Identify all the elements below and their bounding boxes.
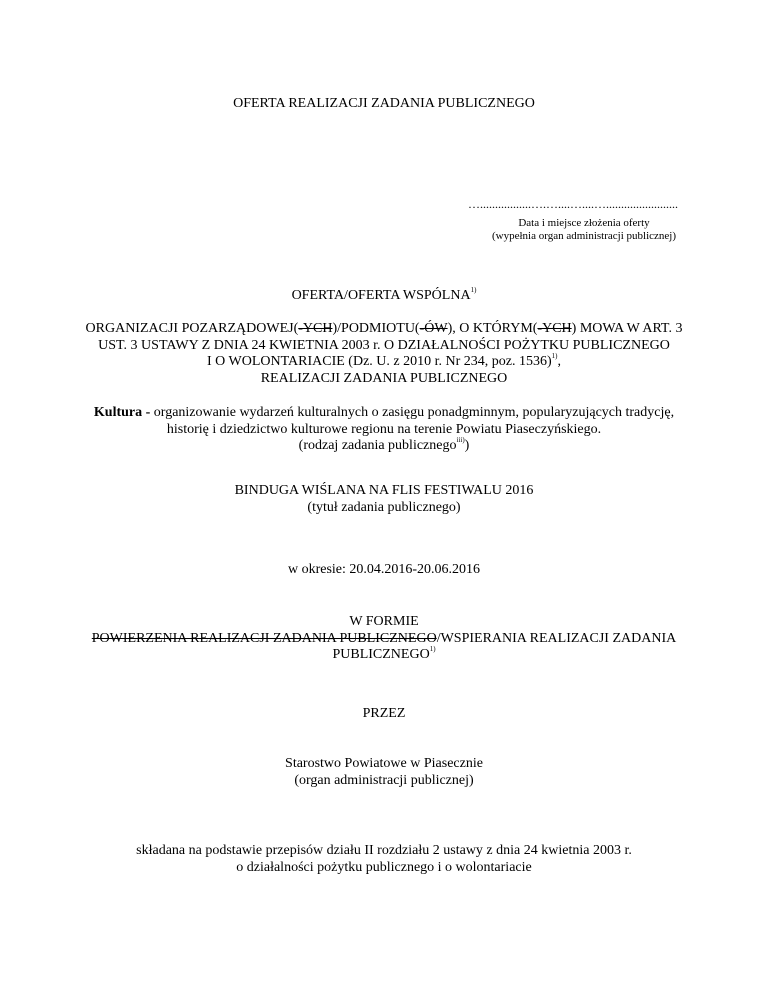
organization-line-4: REALIZACJI ZADANIA PUBLICZNEGO — [260, 370, 508, 386]
organization-line-2: UST. 3 USTAWY Z DNIA 24 KWIETNIA 2003 r. O DZIAŁALNOŚCI POŻYTKU PUBLICZNEGO — [98, 337, 670, 353]
struck-text: -YCH — [298, 321, 333, 336]
period: w okresie: 20.04.2016-20.06.2016 — [287, 562, 481, 577]
offer-type-text: OFERTA/OFERTA WSPÓLNA — [291, 288, 471, 303]
offer-type-heading — [0, 288, 768, 305]
form-block — [0, 614, 768, 664]
authority-caption: (organ administracji publicznej) — [294, 772, 474, 788]
authority-block — [0, 756, 768, 789]
form-text: /WSPIERANIA REALIZACJI ZADANIA — [436, 630, 677, 646]
task-kind-line-1 — [0, 405, 768, 422]
organization-text: , — [557, 354, 561, 369]
organization-text: )/PODMIOTU( — [332, 321, 420, 336]
footnote-marker: iii) — [456, 436, 465, 445]
organization-text: ) MOWA W ART. 3 — [571, 321, 683, 336]
legal-basis-line-2: o działalności pożytku publicznego i o wolontariacie — [236, 859, 532, 875]
task-title: BINDUGA WIŚLANA NA FLIS FESTIWALU 2016 — [234, 483, 534, 498]
organization-line-3 — [0, 354, 768, 371]
task-kind-line-2: historię i dziedzictwo kulturowe regionu na terenie Powiatu Piaseczyńskiego. — [166, 421, 602, 437]
footnote-marker: 1) — [429, 645, 436, 654]
organization-text: ), O KTÓRYM( — [447, 321, 538, 336]
struck-text: -YCH — [537, 321, 572, 336]
caption-text: (rodzaj zadania publicznego — [298, 438, 457, 453]
task-title-caption: (tytuł zadania publicznego) — [307, 499, 461, 515]
organization-text: ORGANIZACJI POZARZĄDOWEJ( — [85, 321, 299, 336]
legal-basis-line-1: składana na podstawie przepisów działu II rozdziału 2 ustawy z dnia 24 kwietnia 2003 r. — [136, 843, 632, 858]
struck-text: POWIERZENIA REALIZACJI ZADANIA PUBLICZNEGO — [91, 630, 437, 646]
date-place-note: (wypełnia organ administracji publicznej) — [492, 230, 676, 242]
organization-line-1 — [0, 321, 768, 338]
task-kind-block — [0, 405, 768, 455]
task-kind-text: organizowanie wydarzeń kulturalnych o zasięgu ponadgminnym, popularyzujących tradycję, — [150, 405, 675, 420]
task-kind-caption — [0, 438, 768, 455]
date-place-dotted-line: ….................….…....…....…........................ — [468, 198, 678, 210]
struck-text: -ÓW — [419, 321, 448, 336]
task-kind-category: Kultura - — [93, 405, 151, 420]
form-text: PUBLICZNEGO — [332, 647, 430, 662]
date-place-label: Data i miejsce złożenia oferty — [518, 217, 650, 229]
date-place-caption — [470, 217, 698, 243]
organization-text: I O WOLONTARIACIE (Dz. U. z 2010 r. Nr 234, poz. 1536) — [206, 354, 552, 369]
caption-text: ) — [464, 438, 470, 453]
task-title-block — [0, 483, 768, 516]
form-line-2 — [0, 631, 768, 648]
footnote-marker: 1) — [470, 286, 477, 295]
form-heading: W FORMIE — [349, 614, 419, 629]
document-title: OFERTA REALIZACJI ZADANIA PUBLICZNEGO — [233, 96, 535, 111]
legal-basis — [0, 843, 768, 876]
authority-name: Starostwo Powiatowe w Piasecznie — [285, 756, 483, 771]
footnote-marker: 1) — [551, 352, 558, 361]
organization-block — [0, 321, 768, 387]
by-heading: PRZEZ — [362, 706, 406, 721]
form-line-3 — [0, 647, 768, 664]
